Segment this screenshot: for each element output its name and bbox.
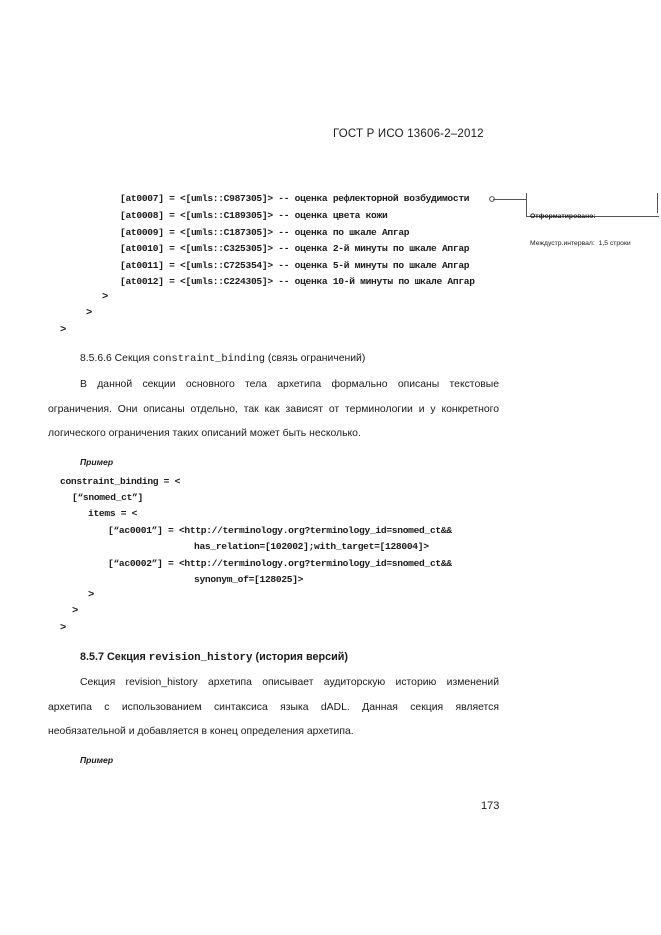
comment-connector	[493, 199, 526, 200]
code-closer: >	[60, 324, 67, 336]
comment-edge	[657, 193, 658, 213]
paragraph-line: архетипа с использованием синтаксиса языка dADL. Данная секция является	[48, 702, 499, 713]
comment-anchor-icon	[489, 196, 495, 202]
code-closer: >	[72, 605, 79, 617]
code-line: [at0012] = <[umls::C224305]> -- оценка 10-й минуты по шкале Апгар	[120, 276, 475, 287]
section-866-heading: 8.5.6.6 Секция constraint_binding (связь ограничений)	[80, 353, 366, 365]
code-closer: >	[60, 622, 67, 634]
code-line: synonym_of=[128025]>	[194, 574, 304, 585]
comment-detail: Междустр.интервал: 1,5 строки	[530, 240, 631, 247]
code-line: [at0007] = <[umls::C987305]> -- оценка рефлекторной возбудимости	[120, 193, 470, 204]
code-closer: >	[102, 291, 109, 303]
code-line: [“snomed_ct”]	[72, 492, 143, 503]
paragraph-line: логического ограничения таких описаний может быть несколько.	[48, 428, 361, 439]
example-label: Пример	[80, 755, 114, 765]
revision-comment[interactable]	[526, 193, 659, 247]
section-857-heading: 8.5.7 Секция revision_history (история версий)	[80, 651, 348, 664]
code-closer: >	[86, 307, 93, 319]
code-line: has_relation=[102002];with_target=[128004]>	[194, 541, 429, 552]
paragraph-line: необязательной и добавляется в конец определения архетипа.	[48, 726, 354, 737]
code-line: [“ac0001”] = <http://terminology.org?terminology_id=snomed_ct&&	[108, 525, 452, 536]
code-line: constraint_binding = <	[60, 476, 181, 487]
example-label: Пример	[80, 457, 114, 467]
page-number: 173	[481, 800, 500, 812]
code-line: [at0010] = <[umls::C325305]> -- оценка 2-й минуты по шкале Апгар	[120, 243, 470, 254]
code-closer: >	[88, 589, 95, 601]
code-line: [at0011] = <[umls::C725354]> -- оценка 5-й минуты по шкале Апгар	[120, 260, 470, 271]
code-line: [at0009] = <[umls::C187305]> -- оценка по шкале Апгар	[120, 227, 410, 238]
code-line: [“ac0002”] = <http://terminology.org?terminology_id=snomed_ct&&	[108, 558, 452, 569]
paragraph-line: ограничения. Они описаны отдельно, так как зависят от терминологии и у конкретного	[48, 404, 499, 415]
comment-title: Отформатировано:	[530, 213, 596, 220]
code-line: items = <	[88, 508, 138, 519]
paragraph-line: В данной секции основного тела архетипа формально описаны текстовые	[80, 379, 499, 390]
paragraph-line: Секция revision_history архетипа описывает аудиторскую историю изменений	[80, 677, 499, 688]
document-header: ГОСТ Р ИСО 13606-2–2012	[333, 128, 484, 140]
code-line: [at0008] = <[umls::C189305]> -- оценка цвета кожи	[120, 210, 388, 221]
